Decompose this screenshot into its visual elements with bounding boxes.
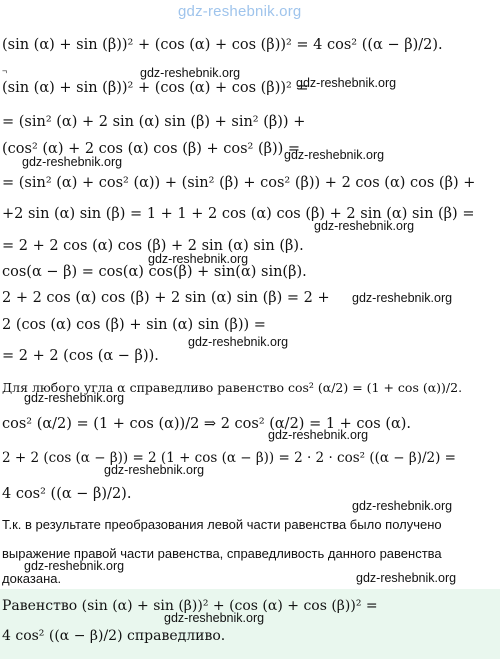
watermark-text: gdz-reshebnik.org xyxy=(188,335,289,349)
watermark-text: gdz-reshebnik.org xyxy=(164,611,265,625)
derivation-line: 2 (cos (α) cos (β) + sin (α) sin (β)) = xyxy=(2,317,266,333)
problem-statement: (sin (α) + sin (β))² + (cos (α) + cos (β))² = 4 cos² ((α − β)/2). xyxy=(2,37,443,53)
watermark-text: gdz-reshebnik.org xyxy=(140,66,241,80)
derivation-line: = 2 + 2 (cos (α − β)). xyxy=(2,348,159,364)
derivation-line: 2 + 2 cos (α) cos (β) + 2 sin (α) sin (β) = 2 + xyxy=(2,290,330,306)
watermark-text: gdz-reshebnik.org xyxy=(284,148,385,162)
watermark-text: gdz-reshebnik.org xyxy=(296,76,397,90)
watermark-text: gdz-reshebnik.org xyxy=(24,559,125,573)
conclusion-text: доказана. xyxy=(2,571,62,586)
final-statement: 4 cos² ((α − β)/2) справедливо. xyxy=(2,628,226,644)
watermark-text: gdz-reshebnik.org xyxy=(24,391,125,405)
watermark-text: gdz-reshebnik.org xyxy=(104,463,205,477)
watermark-text: gdz-reshebnik.org xyxy=(22,155,123,169)
derivation-line: 2 + 2 (cos (α − β)) = 2 (1 + cos (α − β)) = 2 · 2 · cos² ((α − β)/2) = xyxy=(2,450,456,466)
watermark-text: gdz-reshebnik.org xyxy=(352,499,453,513)
derivation-line: (cos² (α) + 2 cos (α) cos (β) + cos² (β)) = xyxy=(2,141,301,157)
derivation-line: (sin (α) + sin (β))² + (cos (α) + cos (β))² = xyxy=(2,80,309,96)
step-marker: ¬ xyxy=(2,66,8,76)
derivation-line: = (sin² (α) + cos² (α)) + (sin² (β) + cos² (β)) + 2 cos (α) cos (β) + xyxy=(2,175,476,191)
site-logo[interactable]: gdz-reshebnik.org xyxy=(178,3,302,20)
watermark-text: gdz-reshebnik.org xyxy=(352,291,453,305)
site-header xyxy=(0,0,500,22)
derivation-line: = 2 + 2 cos (α) cos (β) + 2 sin (α) sin (β). xyxy=(2,238,304,254)
identity-statement: Для любого угла α справедливо равенство cos² (α/2) = (1 + cos (α))/2. xyxy=(2,380,463,395)
final-statement: Равенство (sin (α) + sin (β))² + (cos (α) + cos (β))² = xyxy=(2,598,378,614)
conclusion-text: выражение правой части равенства, справедливость данного равенства xyxy=(2,546,442,561)
watermark-text: gdz-reshebnik.org xyxy=(356,571,457,585)
watermark-text: gdz-reshebnik.org xyxy=(268,428,369,442)
watermark-text: gdz-reshebnik.org xyxy=(314,219,415,233)
watermark-text: gdz-reshebnik.org xyxy=(148,252,249,266)
derivation-result: 4 cos² ((α − β)/2). xyxy=(2,486,132,502)
derivation-line: = (sin² (α) + 2 sin (α) sin (β) + sin² (β)) + xyxy=(2,114,306,130)
derivation-line: cos² (α/2) = (1 + cos (α))/2 ⇒ 2 cos² (α/2) = 1 + cos (α). xyxy=(2,416,412,432)
identity-line: cos(α − β) = cos(α) cos(β) + sin(α) sin(β). xyxy=(2,264,307,280)
conclusion-text: Т.к. в результате преобразования левой части равенства было получено xyxy=(2,517,442,532)
derivation-line: +2 sin (α) sin (β) = 1 + 1 + 2 cos (α) cos (β) + 2 sin (α) sin (β) = xyxy=(2,206,475,222)
